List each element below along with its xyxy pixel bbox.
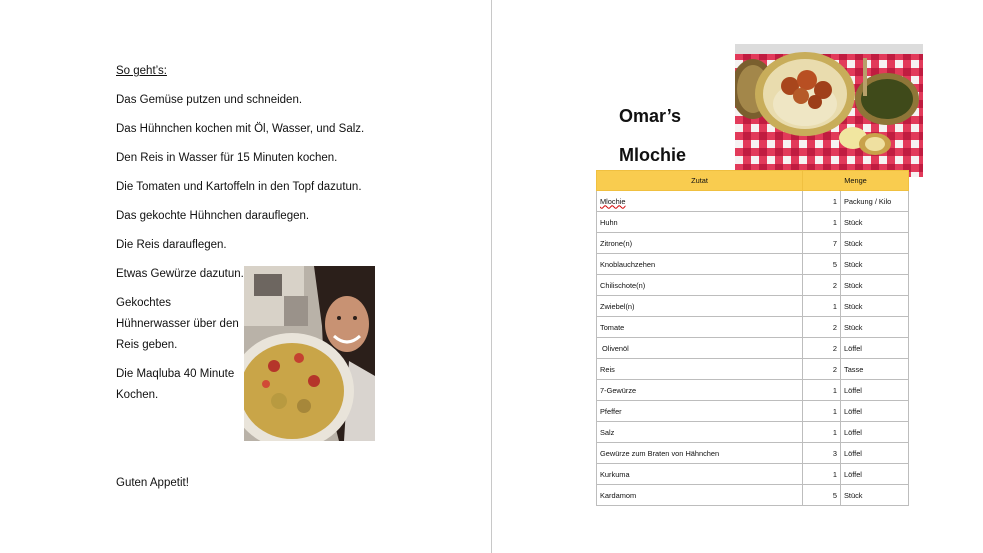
ingredient-name: Kurkuma <box>597 464 803 485</box>
ingredient-name: Zwiebel(n) <box>597 296 803 317</box>
photo-girl-with-dish <box>244 266 375 441</box>
table-row <box>597 443 909 464</box>
step-cook-line-2: Kochen. <box>116 389 159 401</box>
table-row <box>597 401 909 422</box>
table-row <box>597 233 909 254</box>
right-page <box>492 0 983 553</box>
closing-text: Guten Appetit! <box>116 477 189 489</box>
left-page <box>0 0 491 553</box>
ingredient-name: 7-Gewürze <box>597 380 803 401</box>
step-1: Das Gemüse putzen und schneiden. <box>116 94 303 106</box>
header-amount: Menge <box>803 171 909 191</box>
table-row <box>597 212 909 233</box>
ingredient-name: Gewürze zum Braten von Hähnchen <box>597 443 803 464</box>
table-row <box>597 191 909 212</box>
ingredient-name: Reis <box>597 359 803 380</box>
table-row <box>597 296 909 317</box>
ingredient-qty: 2 <box>803 359 841 380</box>
step-4: Die Tomaten und Kartoffeln in den Topf dazutun. <box>116 181 362 193</box>
ingredient-unit: Stück <box>841 212 909 233</box>
ingredient-unit: Stück <box>841 254 909 275</box>
table-row <box>597 422 909 443</box>
ingredient-unit: Löffel <box>841 464 909 485</box>
ingredient-unit: Stück <box>841 275 909 296</box>
ingredient-qty: 3 <box>803 443 841 464</box>
recipe-title-line-2: Mlochie <box>619 145 687 165</box>
ingredient-name: Huhn <box>597 212 803 233</box>
table-row <box>597 485 909 506</box>
ingredient-unit: Stück <box>841 233 909 254</box>
ingredient-qty: 2 <box>803 275 841 296</box>
ingredient-unit: Löffel <box>841 380 909 401</box>
step-broth-line-1: Gekochtes <box>116 297 171 309</box>
ingredient-unit: Packung / Kilo <box>841 191 909 212</box>
recipe-title-line-1: Omar’s <box>619 106 682 126</box>
ingredient-unit: Löffel <box>841 338 909 359</box>
ingredient-unit: Stück <box>841 485 909 506</box>
ingredient-qty: 5 <box>803 485 841 506</box>
ingredient-name: Mlochie <box>600 196 626 206</box>
header-item: Zutat <box>597 171 803 191</box>
ingredient-name: Pfeffer <box>597 401 803 422</box>
ingredient-unit: Stück <box>841 317 909 338</box>
ingredient-name: Salz <box>597 422 803 443</box>
ingredient-name: Kardamom <box>597 485 803 506</box>
table-row <box>597 275 909 296</box>
ingredient-name: Tomate <box>597 317 803 338</box>
ingredient-qty: 5 <box>803 254 841 275</box>
ingredient-qty: 1 <box>803 422 841 443</box>
ingredient-qty: 1 <box>803 464 841 485</box>
ingredient-name: Zitrone(n) <box>597 233 803 254</box>
step-broth-line-2: Hühnerwasser über den <box>116 318 239 330</box>
ingredient-qty: 1 <box>803 380 841 401</box>
ingredient-unit: Löffel <box>841 443 909 464</box>
instructions-heading: So geht’s: <box>116 65 167 77</box>
table-header-row <box>597 171 909 191</box>
ingredient-qty: 7 <box>803 233 841 254</box>
table-row <box>597 317 909 338</box>
ingredient-qty: 1 <box>803 212 841 233</box>
ingredients-table <box>596 170 909 506</box>
ingredient-qty: 2 <box>803 317 841 338</box>
ingredient-qty: 1 <box>803 401 841 422</box>
step-6: Die Reis darauflegen. <box>116 239 227 251</box>
table-row <box>597 464 909 485</box>
table-row <box>597 338 909 359</box>
table-row <box>597 380 909 401</box>
table-row <box>597 359 909 380</box>
photo-mlochie-dish <box>735 44 923 177</box>
step-5: Das gekochte Hühnchen darauflegen. <box>116 210 310 222</box>
ingredient-unit: Tasse <box>841 359 909 380</box>
step-broth-line-3: Reis geben. <box>116 339 178 351</box>
ingredient-qty: 1 <box>803 296 841 317</box>
table-row <box>597 254 909 275</box>
ingredient-qty: 2 <box>803 338 841 359</box>
ingredient-qty: 1 <box>803 191 841 212</box>
ingredient-name: Olivenöl <box>597 338 803 359</box>
step-3: Den Reis in Wasser für 15 Minuten kochen. <box>116 152 338 164</box>
ingredient-unit: Löffel <box>841 422 909 443</box>
step-cook-line-1: Die Maqluba 40 Minute <box>116 368 235 380</box>
step-7: Etwas Gewürze dazutun. <box>116 268 244 280</box>
ingredient-unit: Löffel <box>841 401 909 422</box>
ingredient-name: Knoblauchzehen <box>597 254 803 275</box>
step-2: Das Hühnchen kochen mit Öl, Wasser, und Salz. <box>116 123 365 135</box>
ingredient-unit: Stück <box>841 296 909 317</box>
ingredient-name: Chilischote(n) <box>597 275 803 296</box>
